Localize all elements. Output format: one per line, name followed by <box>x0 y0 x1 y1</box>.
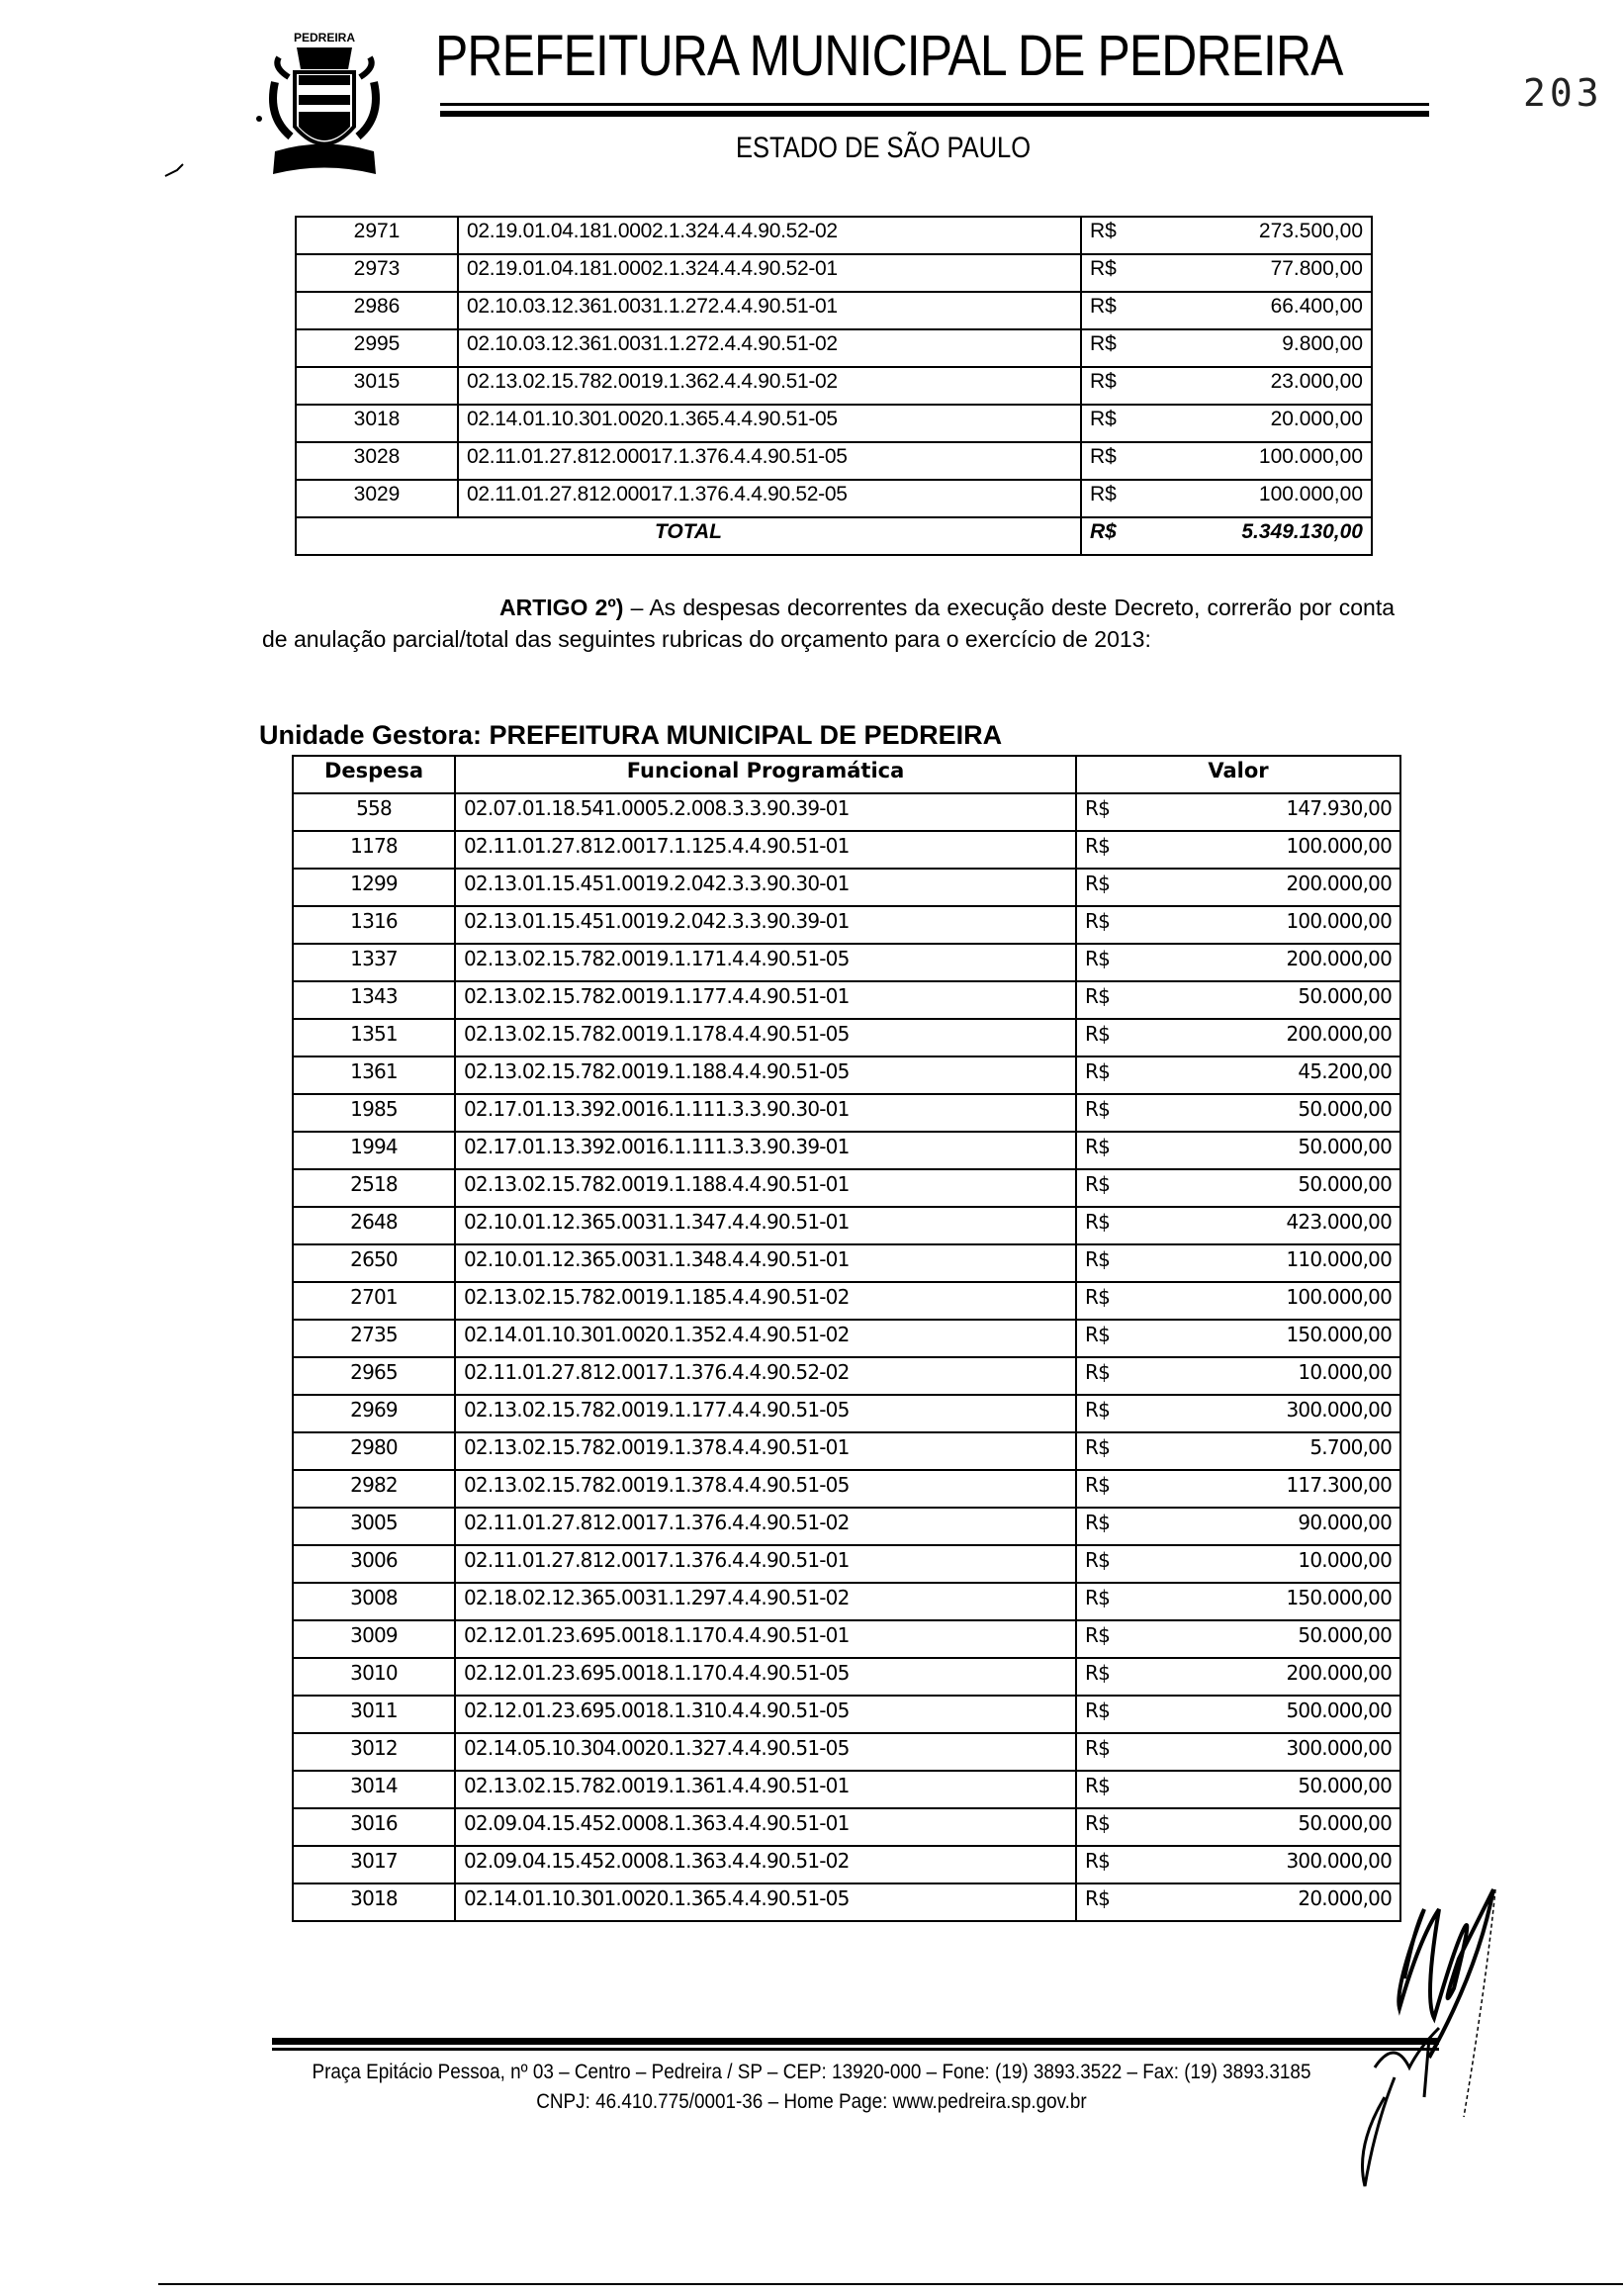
despesa-cell: 3014 <box>293 1771 455 1808</box>
despesa-cell: 3006 <box>293 1545 455 1583</box>
page-number-stamp: 203 <box>1523 71 1603 115</box>
funcional-cell: 02.14.01.10.301.0020.1.365.4.4.90.51-05 <box>458 405 1081 442</box>
funcional-cell: 02.12.01.23.695.0018.1.310.4.4.90.51-05 <box>455 1696 1076 1733</box>
funcional-cell: 02.14.05.10.304.0020.1.327.4.4.90.51-05 <box>455 1733 1076 1771</box>
despesa-cell: 2986 <box>296 292 458 329</box>
currency-cell: R$ <box>1081 442 1150 480</box>
funcional-cell: 02.13.01.15.451.0019.2.042.3.3.90.39-01 <box>455 906 1076 944</box>
funcional-cell: 02.10.03.12.361.0031.1.272.4.4.90.51-02 <box>458 329 1081 367</box>
currency-cell: R$ <box>1081 254 1150 292</box>
funcional-cell: 02.13.02.15.782.0019.1.177.4.4.90.51-05 <box>455 1395 1076 1432</box>
total-value: 5.349.130,00 <box>1150 517 1372 555</box>
footer-address: Praça Epitácio Pessoa, nº 03 – Centro – Pedreira / SP – CEP: 13920-000 – Fone: (19) 3893.3522 – Fax: (19) 3893.3185 <box>312 2061 1311 2083</box>
table-row <box>293 1620 1400 1658</box>
valor-cell: 50.000,00 <box>1165 981 1400 1019</box>
despesa-cell: 3018 <box>296 405 458 442</box>
valor-cell: 100.000,00 <box>1150 480 1372 517</box>
valor-cell: 20.000,00 <box>1150 405 1372 442</box>
currency-cell: R$ <box>1081 480 1150 517</box>
artigo-text: – As despesas decorrentes da execução deste Decreto, correrão por conta de anulação parcial/total das seguintes rubricas do orçamento para o exercício de 2013: <box>262 595 1395 652</box>
valor-cell: 50.000,00 <box>1165 1771 1400 1808</box>
table-row <box>293 1771 1400 1808</box>
valor-cell: 200.000,00 <box>1165 869 1400 906</box>
valor-cell: 200.000,00 <box>1165 1019 1400 1056</box>
funcional-cell: 02.19.01.04.181.0002.1.324.4.4.90.52-01 <box>458 254 1081 292</box>
valor-cell: 90.000,00 <box>1165 1508 1400 1545</box>
table-row <box>293 1658 1400 1696</box>
currency-cell: R$ <box>1076 1395 1165 1432</box>
table-row <box>296 442 1372 480</box>
valor-cell: 20.000,00 <box>1165 1883 1400 1921</box>
funcional-cell: 02.13.02.15.782.0019.1.188.4.4.90.51-01 <box>455 1169 1076 1207</box>
currency-cell: R$ <box>1076 1094 1165 1132</box>
valor-cell: 10.000,00 <box>1165 1357 1400 1395</box>
table-row <box>293 1696 1400 1733</box>
bottom-rule <box>158 2283 1623 2285</box>
funcional-cell: 02.18.02.12.365.0031.1.297.4.4.90.51-02 <box>455 1583 1076 1620</box>
valor-cell: 50.000,00 <box>1165 1169 1400 1207</box>
table-row <box>293 1244 1400 1282</box>
despesa-cell: 3018 <box>293 1883 455 1921</box>
funcional-cell: 02.13.02.15.782.0019.1.185.4.4.90.51-02 <box>455 1282 1076 1320</box>
currency-cell: R$ <box>1076 1808 1165 1846</box>
currency-cell: R$ <box>1076 1019 1165 1056</box>
despesa-cell: 3016 <box>293 1808 455 1846</box>
table-row <box>293 1432 1400 1470</box>
valor-cell: 50.000,00 <box>1165 1808 1400 1846</box>
despesa-cell: 1985 <box>293 1094 455 1132</box>
crest-label: PEDREIRA <box>293 31 356 45</box>
currency-cell: R$ <box>1076 1883 1165 1921</box>
funcional-cell: 02.09.04.15.452.0008.1.363.4.4.90.51-01 <box>455 1808 1076 1846</box>
valor-cell: 23.000,00 <box>1150 367 1372 405</box>
table-row <box>293 1583 1400 1620</box>
table-row <box>293 1056 1400 1094</box>
currency-cell: R$ <box>1076 1357 1165 1395</box>
despesa-cell: 3029 <box>296 480 458 517</box>
header-valor: Valor <box>1076 756 1400 793</box>
pen-mark-icon <box>163 158 193 178</box>
despesa-cell: 3015 <box>296 367 458 405</box>
valor-cell: 300.000,00 <box>1165 1846 1400 1883</box>
table-row <box>293 1808 1400 1846</box>
currency-cell: R$ <box>1081 292 1150 329</box>
valor-cell: 117.300,00 <box>1165 1470 1400 1508</box>
despesa-cell: 3012 <box>293 1733 455 1771</box>
funcional-cell: 02.17.01.13.392.0016.1.111.3.3.90.39-01 <box>455 1132 1076 1169</box>
valor-cell: 100.000,00 <box>1165 1282 1400 1320</box>
table-row <box>296 292 1372 329</box>
table-row <box>293 981 1400 1019</box>
unidade-gestora-heading: Unidade Gestora: PREFEITURA MUNICIPAL DE PEDREIRA <box>259 720 1003 750</box>
currency-cell: R$ <box>1076 1470 1165 1508</box>
table-row <box>293 1207 1400 1244</box>
valor-cell: 147.930,00 <box>1165 793 1400 831</box>
artigo-label: ARTIGO 2º) <box>499 595 624 620</box>
funcional-cell: 02.10.01.12.365.0031.1.347.4.4.90.51-01 <box>455 1207 1076 1244</box>
valor-cell: 9.800,00 <box>1150 329 1372 367</box>
despesa-cell: 2965 <box>293 1357 455 1395</box>
valor-cell: 50.000,00 <box>1165 1620 1400 1658</box>
page-subtitle: ESTADO DE SÃO PAULO <box>736 132 1032 164</box>
currency-cell: R$ <box>1076 1733 1165 1771</box>
currency-cell: R$ <box>1076 1244 1165 1282</box>
valor-cell: 150.000,00 <box>1165 1320 1400 1357</box>
currency-cell: R$ <box>1081 367 1150 405</box>
table-row <box>296 329 1372 367</box>
table-row <box>293 944 1400 981</box>
despesa-cell: 2980 <box>293 1432 455 1470</box>
municipal-crest-icon <box>245 28 404 181</box>
table-row <box>293 1508 1400 1545</box>
despesa-cell: 1299 <box>293 869 455 906</box>
currency-cell: R$ <box>1076 1432 1165 1470</box>
header-funcional: Funcional Programática <box>455 756 1076 793</box>
table-row <box>296 480 1372 517</box>
despesa-cell: 2982 <box>293 1470 455 1508</box>
currency-cell: R$ <box>1076 1771 1165 1808</box>
valor-cell: 500.000,00 <box>1165 1696 1400 1733</box>
despesa-cell: 3010 <box>293 1658 455 1696</box>
table-row <box>293 1733 1400 1771</box>
valor-cell: 77.800,00 <box>1150 254 1372 292</box>
table-row <box>293 906 1400 944</box>
currency-cell: R$ <box>1076 1846 1165 1883</box>
valor-cell: 100.000,00 <box>1165 906 1400 944</box>
funcional-cell: 02.11.01.27.812.0017.1.376.4.4.90.52-02 <box>455 1357 1076 1395</box>
table-row <box>293 1545 1400 1583</box>
despesa-cell: 2995 <box>296 329 458 367</box>
currency-cell: R$ <box>1076 944 1165 981</box>
valor-cell: 100.000,00 <box>1150 442 1372 480</box>
funcional-cell: 02.13.02.15.782.0019.1.171.4.4.90.51-05 <box>455 944 1076 981</box>
currency-cell: R$ <box>1076 1620 1165 1658</box>
table-row <box>293 793 1400 831</box>
funcional-cell: 02.13.02.15.782.0019.1.362.4.4.90.51-02 <box>458 367 1081 405</box>
funcional-cell: 02.13.02.15.782.0019.1.188.4.4.90.51-05 <box>455 1056 1076 1094</box>
funcional-cell: 02.10.01.12.365.0031.1.348.4.4.90.51-01 <box>455 1244 1076 1282</box>
funcional-cell: 02.14.01.10.301.0020.1.352.4.4.90.51-02 <box>455 1320 1076 1357</box>
despesa-cell: 2518 <box>293 1169 455 1207</box>
header-rule-thick <box>440 111 1429 117</box>
funcional-cell: 02.12.01.23.695.0018.1.170.4.4.90.51-01 <box>455 1620 1076 1658</box>
funcional-cell: 02.13.02.15.782.0019.1.361.4.4.90.51-01 <box>455 1771 1076 1808</box>
funcional-cell: 02.10.03.12.361.0031.1.272.4.4.90.51-01 <box>458 292 1081 329</box>
valor-cell: 300.000,00 <box>1165 1395 1400 1432</box>
funcional-cell: 02.09.04.15.452.0008.1.363.4.4.90.51-02 <box>455 1846 1076 1883</box>
valor-cell: 200.000,00 <box>1165 944 1400 981</box>
valor-cell: 150.000,00 <box>1165 1583 1400 1620</box>
funcional-cell: 02.13.02.15.782.0019.1.177.4.4.90.51-01 <box>455 981 1076 1019</box>
despesa-cell: 3009 <box>293 1620 455 1658</box>
funcional-cell: 02.13.01.15.451.0019.2.042.3.3.90.30-01 <box>455 869 1076 906</box>
funcional-cell: 02.19.01.04.181.0002.1.324.4.4.90.52-02 <box>458 217 1081 254</box>
funcional-cell: 02.11.01.27.812.0017.1.125.4.4.90.51-01 <box>455 831 1076 869</box>
valor-cell: 110.000,00 <box>1165 1244 1400 1282</box>
despesa-cell: 3008 <box>293 1583 455 1620</box>
despesa-cell: 1343 <box>293 981 455 1019</box>
funcional-cell: 02.13.02.15.782.0019.1.178.4.4.90.51-05 <box>455 1019 1076 1056</box>
despesa-cell: 2971 <box>296 217 458 254</box>
currency-cell: R$ <box>1081 329 1150 367</box>
currency-cell: R$ <box>1076 1169 1165 1207</box>
despesa-cell: 2648 <box>293 1207 455 1244</box>
despesa-cell: 2701 <box>293 1282 455 1320</box>
currency-cell: R$ <box>1076 1056 1165 1094</box>
total-label: TOTAL <box>296 517 1081 555</box>
despesa-cell: 2650 <box>293 1244 455 1282</box>
table-row <box>296 254 1372 292</box>
table-row <box>293 1470 1400 1508</box>
valor-cell: 200.000,00 <box>1165 1658 1400 1696</box>
table-row <box>293 831 1400 869</box>
funcional-cell: 02.13.02.15.782.0019.1.378.4.4.90.51-01 <box>455 1432 1076 1470</box>
total-row <box>296 517 1372 555</box>
table-row <box>293 869 1400 906</box>
funcional-cell: 02.11.01.27.812.0017.1.376.4.4.90.51-02 <box>455 1508 1076 1545</box>
funcional-cell: 02.13.02.15.782.0019.1.378.4.4.90.51-05 <box>455 1470 1076 1508</box>
despesa-cell: 1316 <box>293 906 455 944</box>
despesa-cell: 3028 <box>296 442 458 480</box>
currency-cell: R$ <box>1076 869 1165 906</box>
footer-cnpj: CNPJ: 46.410.775/0001-36 – Home Page: www.pedreira.sp.gov.br <box>536 2090 1087 2113</box>
despesa-cell: 2735 <box>293 1320 455 1357</box>
funcional-cell: 02.11.01.27.812.00017.1.376.4.4.90.52-05 <box>458 480 1081 517</box>
table-row <box>296 367 1372 405</box>
currency-cell: R$ <box>1076 1320 1165 1357</box>
table-row <box>296 405 1372 442</box>
table-row <box>293 1169 1400 1207</box>
currency-cell: R$ <box>1081 405 1150 442</box>
valor-cell: 50.000,00 <box>1165 1094 1400 1132</box>
funcional-cell: 02.11.01.27.812.0017.1.376.4.4.90.51-01 <box>455 1545 1076 1583</box>
funcional-cell: 02.07.01.18.541.0005.2.008.3.3.90.39-01 <box>455 793 1076 831</box>
header-rule <box>440 103 1429 106</box>
table-row <box>293 1094 1400 1132</box>
valor-cell: 50.000,00 <box>1165 1132 1400 1169</box>
currency-cell: R$ <box>1076 981 1165 1019</box>
currency-cell: R$ <box>1076 831 1165 869</box>
funcional-cell: 02.11.01.27.812.00017.1.376.4.4.90.51-05 <box>458 442 1081 480</box>
artigo-2-paragraph <box>262 592 1395 655</box>
despesa-cell: 1351 <box>293 1019 455 1056</box>
funcional-cell: 02.14.01.10.301.0020.1.365.4.4.90.51-05 <box>455 1883 1076 1921</box>
anulacao-table <box>292 755 1401 1922</box>
table-row <box>293 1357 1400 1395</box>
funcional-cell: 02.17.01.13.392.0016.1.111.3.3.90.30-01 <box>455 1094 1076 1132</box>
header-despesa: Despesa <box>293 756 455 793</box>
valor-cell: 273.500,00 <box>1150 217 1372 254</box>
despesa-cell: 1178 <box>293 831 455 869</box>
signature-icon <box>1226 1870 1543 2196</box>
funcional-cell: 02.12.01.23.695.0018.1.170.4.4.90.51-05 <box>455 1658 1076 1696</box>
valor-cell: 5.700,00 <box>1165 1432 1400 1470</box>
table-row <box>293 1019 1400 1056</box>
despesa-cell: 2969 <box>293 1395 455 1432</box>
continued-expense-table <box>295 216 1373 556</box>
currency-cell: R$ <box>1076 1545 1165 1583</box>
currency-cell: R$ <box>1076 1282 1165 1320</box>
valor-cell: 10.000,00 <box>1165 1545 1400 1583</box>
despesa-cell: 3011 <box>293 1696 455 1733</box>
currency-cell: R$ <box>1076 1696 1165 1733</box>
valor-cell: 300.000,00 <box>1165 1733 1400 1771</box>
table-row <box>293 1282 1400 1320</box>
despesa-cell: 1337 <box>293 944 455 981</box>
table-row <box>293 1320 1400 1357</box>
valor-cell: 100.000,00 <box>1165 831 1400 869</box>
despesa-cell: 2973 <box>296 254 458 292</box>
currency-cell: R$ <box>1076 793 1165 831</box>
table-row <box>296 217 1372 254</box>
table-row <box>293 1132 1400 1169</box>
currency-cell: R$ <box>1081 217 1150 254</box>
valor-cell: 45.200,00 <box>1165 1056 1400 1094</box>
currency-cell: R$ <box>1076 1508 1165 1545</box>
currency-cell: R$ <box>1076 1658 1165 1696</box>
despesa-cell: 1994 <box>293 1132 455 1169</box>
total-currency: R$ <box>1081 517 1150 555</box>
page-title: PREFEITURA MUNICIPAL DE PEDREIRA <box>435 24 1343 88</box>
despesa-cell: 3005 <box>293 1508 455 1545</box>
table-header-row <box>293 756 1400 793</box>
despesa-cell: 558 <box>293 793 455 831</box>
table-row <box>293 1395 1400 1432</box>
currency-cell: R$ <box>1076 906 1165 944</box>
currency-cell: R$ <box>1076 1583 1165 1620</box>
despesa-cell: 1361 <box>293 1056 455 1094</box>
currency-cell: R$ <box>1076 1132 1165 1169</box>
valor-cell: 423.000,00 <box>1165 1207 1400 1244</box>
valor-cell: 66.400,00 <box>1150 292 1372 329</box>
despesa-cell: 3017 <box>293 1846 455 1883</box>
currency-cell: R$ <box>1076 1207 1165 1244</box>
